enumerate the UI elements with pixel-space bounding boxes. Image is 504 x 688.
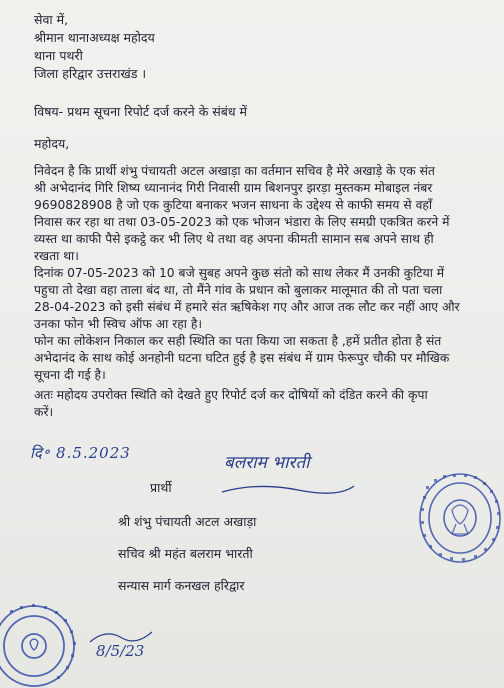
body-p2-line: उनका फोन भी स्विच ऑफ आ रहा है।: [34, 317, 203, 331]
address-line-recipient: श्रीमान थानाअध्यक्ष महोदय: [34, 30, 155, 45]
body-p1-line: व्यस्त था काफी पैसे इकट्ठे कर भी लिए थे तथा वह अपना कीमती सामान सब अपने साथ ही: [34, 232, 434, 246]
signatory-org: श्री शंभु पंचायती अटल अखाड़ा: [118, 514, 257, 529]
akhada-seal: [412, 466, 504, 566]
signatory-title: सचिव श्री महंत बलराम भारती: [118, 546, 253, 561]
salutation: महोदय,: [34, 136, 70, 151]
handwritten-date: दि॰ 8.5.2023: [30, 444, 131, 462]
body-p1-line: 9690828908 है जो एक कुटिया बनाकर भजन साधना के उद्देश्य से काफी समय से वहाँ: [34, 198, 433, 212]
subject-line: विषय- प्रथम सूचना रिपोर्ट दर्ज करने के संबंध में: [34, 104, 247, 119]
date-signature-stroke: [86, 626, 156, 648]
body-p4-line: करें।: [34, 405, 54, 419]
address-line-thana: थाना पथरी: [34, 48, 83, 63]
signatory-address: सन्यास मार्ग कनखल हरिद्वार: [118, 578, 245, 593]
signature: बलराम भारती: [224, 453, 310, 473]
address-line-seva: सेवा में,: [34, 12, 69, 27]
address-line-district: जिला हरिद्वार उत्तराखंड ।: [34, 66, 147, 81]
body-p2-line: दिनांक 07-05-2023 को 10 बजे सुबह अपने कुछ संतो को साथ लेकर मैं उनकी कुटिया में: [34, 266, 445, 280]
body-p1-line: निवास कर रहा था तथा 03-05-2023 को एक भोजन भंडारा के लिए समग्री एकत्रित करने में: [34, 215, 450, 229]
signature-stroke: [218, 478, 358, 504]
akhada-seal-left: [0, 596, 92, 688]
body-p3-line: अभेदानंद के साथ कोई अनहोनी घटना घटित हुई है इस संबंध में ग्राम फेरूपुर चौकी पर मौखिक: [34, 351, 450, 365]
body-p3-line: फोन का लोकेशन निकाल कर सही स्थिति का पता किया जा सकता है ,हमें प्रतीत होता है संत: [34, 334, 442, 348]
body-p2-line: पहुचा तो देखा वहा ताला बंद था, तो मैंने गांव के प्रधान को बुलाकर मालूमात की तो पता चला: [34, 283, 443, 297]
body-p3-line: सूचना दी गई है।: [34, 368, 106, 382]
body-p1-line: रखता था।: [34, 249, 79, 263]
body-p1-line: निवेदन है कि प्रार्थी शंभु पंचायती अटल अखाड़ा का वर्तमान सचिव है मेरे अखाड़े के एक संत: [34, 164, 435, 178]
body-p4-line: अतः महोदय उपरोक्त स्थिति को देखते हुए रिपोर्ट दर्ज कर दोषियों को दंडित करने की कृपा: [34, 388, 428, 402]
handwritten-date-bottom: 8/5/23: [96, 642, 145, 660]
body-p1-line: श्री अभेदानंद गिरि शिष्य ध्यानानंद गिरी निवासी ग्राम बिशनपुर झरड़ा मुस्तकम मोबाइल नंबर: [34, 181, 433, 195]
prarthi-label: प्रार्थी: [150, 480, 172, 495]
body-p2-line: 28-04-2023 को इसी संबंध में हमारे संत ऋषिकेश गए और आज तक लौट कर नहीं आए और: [34, 300, 460, 314]
